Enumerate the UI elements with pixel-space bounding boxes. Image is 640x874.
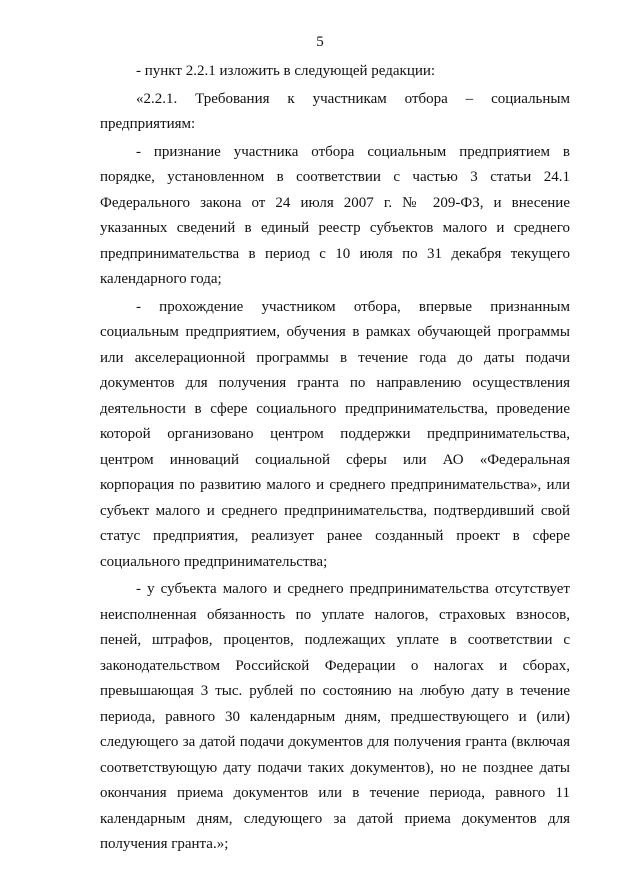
requirement-recognition-paragraph: - признание участника отбора социальным предприятием в порядке, установленном в соответствии с частью 3 статьи 24.1 Федерального закона от 24 июля 2007 г. № 209-ФЗ, и внесение указанных сведений в единый реестр субъектов малого и среднего предпринимательства в период с 10 июля по 31 декабря текущего календарного года; [100, 143, 570, 287]
requirement-tax-debt-paragraph: - у субъекта малого и среднего предпринимательства отсутствует неисполненная обязанность по уплате налогов, страховых взносов, пеней, штрафов, процентов, подлежащих уплате в соответствии с законодательством Российской Федерации о налогах и сборах, превышающая 3 тыс. рублей по состоянию на любую дату в течение периода, равного 30 календарным дням, предшествующего и (или) следующего за датой подачи документов для получения гранта (включая соответствующую дату подачи таких документов), но не позднее даты окончания приема документов или в течение периода, равного 11 календарным дням, следующего за датой приема документов для получения гранта.»; [100, 581, 570, 852]
section-2-2-1-heading-paragraph: «2.2.1. Требования к участникам отбора – социальным предприятиям: [100, 90, 570, 132]
document-body [100, 59, 570, 858]
requirement-training-paragraph: - прохождение участником отбора, впервые признанным социальным предприятием, обучения в рамках обучающей программы или акселерационной программы в течение года до даты подачи документов для получения гранта по направлению осуществления деятельности в сфере социального предпринимательства, проведение которой организовано центром поддержки предпринимательства, центром инноваций социальной сферы или АО «Федеральная корпорация по развитию малого и среднего предпринимательства», или субъект малого и среднего предпринимательства, подтвердивший свой статус предприятия, реализует ранее созданный проект в сфере социального предпринимательства; [100, 298, 570, 570]
page-number: 5 [316, 34, 324, 50]
amendment-intro-paragraph: - пункт 2.2.1 изложить в следующей редакции: [136, 63, 436, 79]
